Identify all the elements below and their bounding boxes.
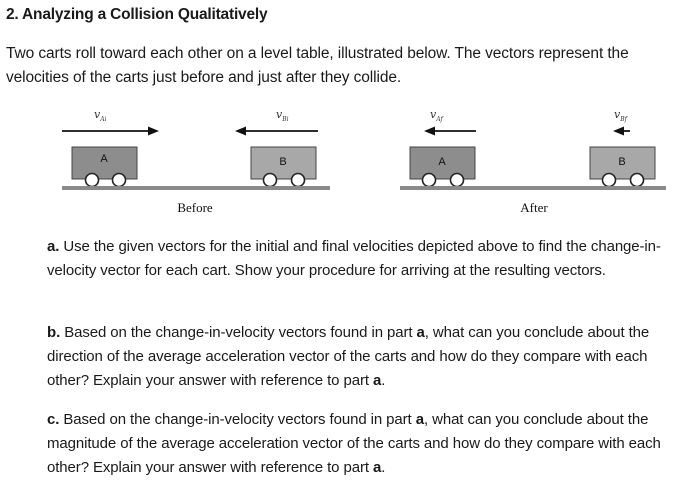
cart-a-after-letter: A — [438, 156, 446, 168]
question-b-ref: a — [373, 372, 382, 389]
cart-b-before-letter: B — [279, 156, 287, 168]
question-c-ref: a — [373, 459, 382, 476]
question-b-label: b. — [47, 324, 61, 341]
question-b-text: Based on the change-in-velocity vectors found in part — [60, 324, 417, 341]
caption-before: Before — [177, 200, 213, 215]
question-b-ref: a — [416, 324, 425, 341]
question-c-ref: a — [415, 411, 424, 428]
question-b — [47, 321, 667, 393]
velocity-label-a-final: $v_{Af}$ — [430, 108, 443, 123]
question-b-text: . — [381, 372, 386, 389]
question-a-label: a. — [47, 238, 60, 255]
cart-a-before-letter: A — [100, 153, 108, 165]
table-before — [62, 186, 330, 190]
arrowhead-b-initial — [235, 127, 246, 136]
question-c-text: . — [381, 459, 386, 476]
arrowhead-b-final — [613, 127, 624, 136]
arrowhead-a-initial — [148, 127, 159, 136]
cart-a-after — [410, 147, 475, 187]
question-c — [47, 408, 667, 480]
collision-figure — [0, 100, 676, 220]
before-panel — [62, 108, 330, 215]
cart-b-before — [251, 147, 316, 187]
question-a — [47, 235, 667, 283]
arrowhead-a-final — [424, 127, 435, 136]
question-b-text: , what can you conclude about the direction of the average acceleration vector of the carts and how do they compare with each other? Explain your answer with reference to part — [47, 324, 650, 389]
cart-b-after — [590, 147, 655, 187]
question-a-text: Use the given vectors for the initial and final velocities depicted above to find the change-in-velocity vector for each cart. Show your procedure for arriving at the resulting vectors. — [47, 238, 661, 279]
question-c-label: c. — [47, 411, 60, 428]
velocity-label-a-initial: $v_{Ai}$ — [94, 108, 107, 123]
after-panel — [400, 108, 666, 215]
cart-b-after-letter: B — [618, 156, 626, 168]
question-c-text: , what can you conclude about the magnitude of the average acceleration vector of the carts and how do they compare with each other? Explain your answer with reference to part — [47, 411, 661, 476]
cart-a-before — [72, 147, 137, 187]
problem-intro: Two carts roll toward each other on a level table, illustrated below. The vectors represent the velocities of the carts just before and just after they collide. — [6, 45, 629, 86]
table-after — [400, 186, 666, 190]
velocity-label-b-initial: $v_{Bi}$ — [276, 108, 289, 123]
caption-after: After — [520, 200, 548, 215]
problem-title: 2. Analyzing a Collision Qualitatively — [6, 6, 268, 23]
velocity-label-b-final: $v_{Bf}$ — [614, 108, 627, 123]
question-c-text: Based on the change-in-velocity vectors found in part — [59, 411, 416, 428]
